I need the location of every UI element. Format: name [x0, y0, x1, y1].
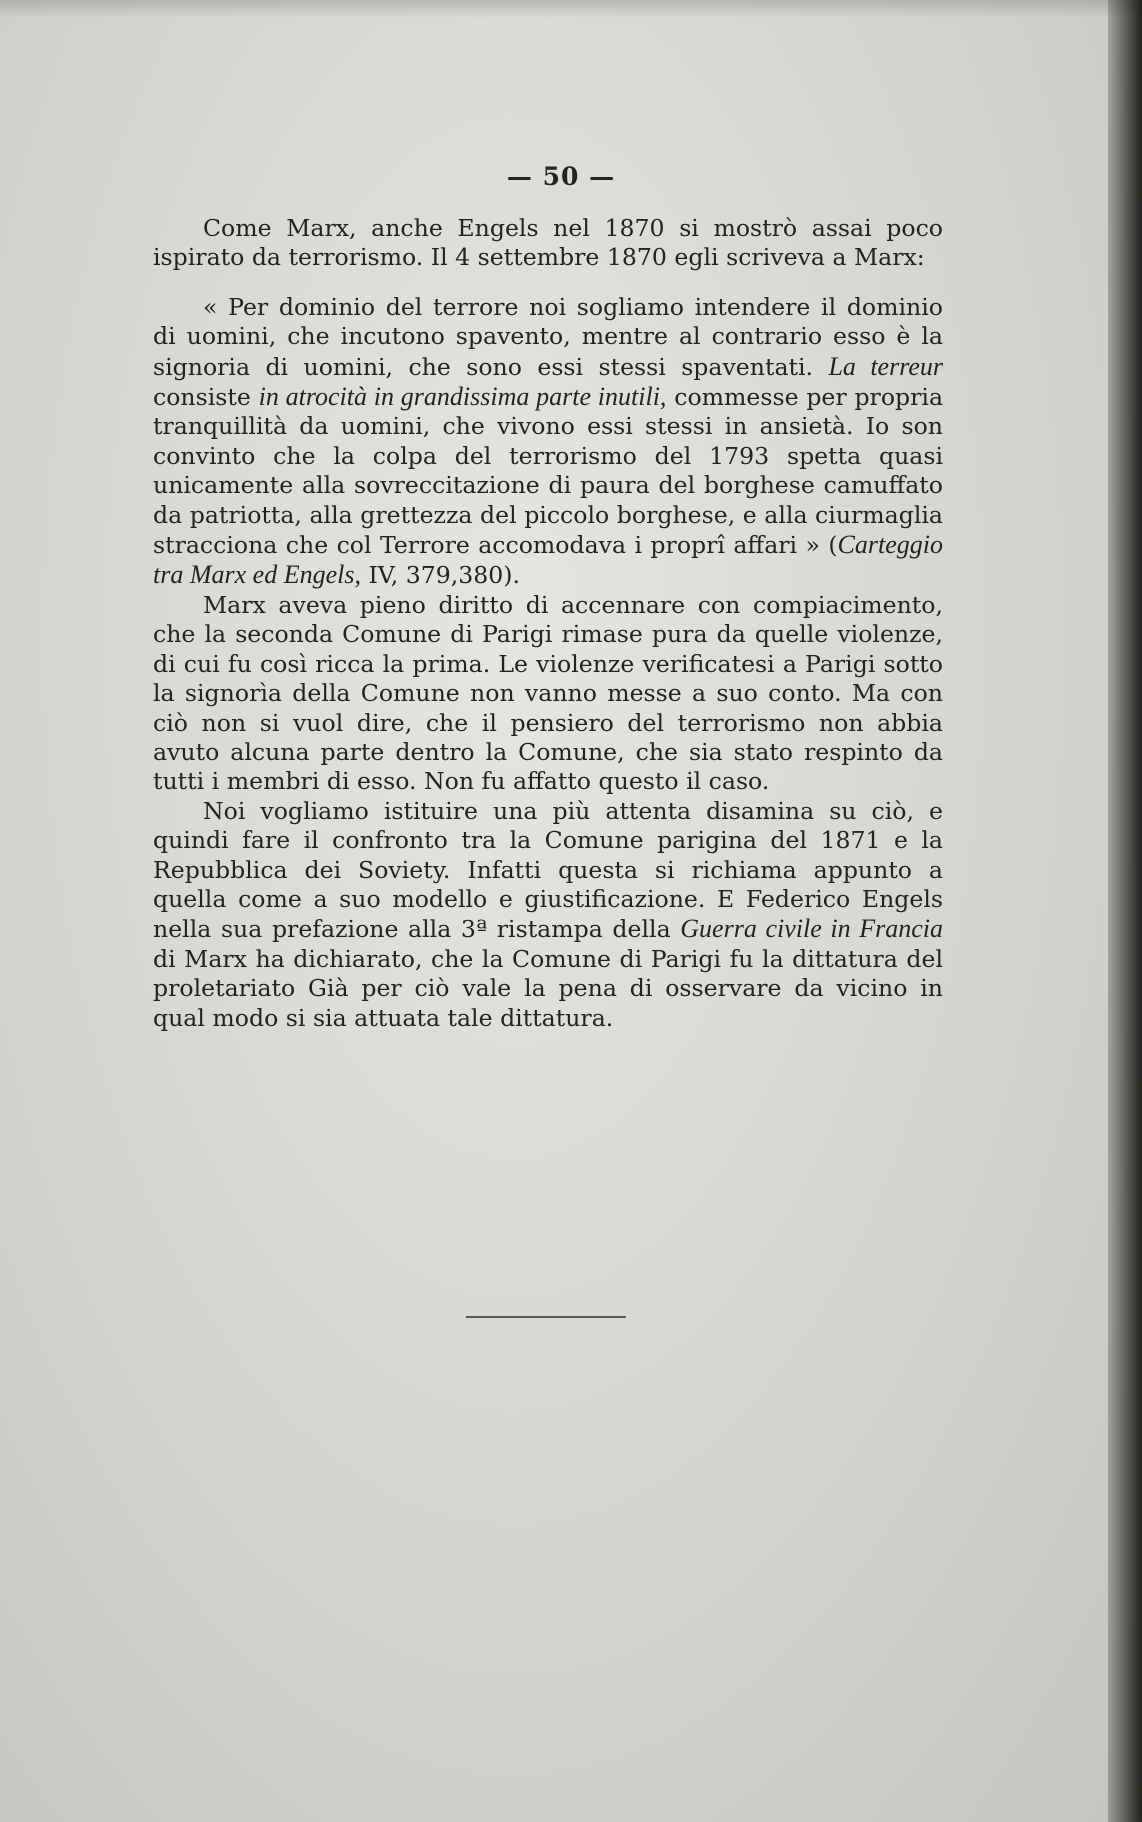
- quote-text-1: « Per dominio del terrore noi sogliamo intendere il dominio di uomini, che incutono spavento, mentre al contrario esso è la signoria di uomini, che sono essi stessi spaventati.: [153, 292, 943, 381]
- page-number: — 50 —: [506, 162, 616, 191]
- paragraph-4: [153, 797, 943, 1033]
- paragraph-3: Marx aveva pieno diritto di accennare con compiacimento, che la seconda Comune di Parigi rimase pura da quelle violenze, di cui fu così ricca la prima. Le violenze verificatesi a Parigi sotto la signorìa della Comune non vanno messe a suo conto. Ma con ciò non si vuol dire, che il pensiero del terrorismo non abbia avuto alcuna parte dentro la Comune, che sia stato respinto da tutti i membri di esso. Non fu affatto questo il caso.: [153, 590, 943, 796]
- book-spine-shadow: [1108, 0, 1142, 1822]
- quote-citation-title: Carteggio tra Marx ed Engels,: [153, 530, 943, 590]
- quote-text-2: consiste: [153, 383, 251, 412]
- body-text: [153, 214, 943, 1033]
- end-rule-divider: [466, 1316, 626, 1318]
- quote-italic-la-terreur: La terreur: [828, 351, 944, 381]
- paragraph-4-text-1: Noi vogliamo istituire una più attenta disamina su ciò, e quindi fare il confronto tra la Comune parigina del 1871 e la Repubblica dei Soviety. Infatti questa si richiama appunto a quella come a suo modello e giustificazione. E Federico Engels nella sua prefazione alla 3ª ristampa della: [153, 796, 943, 944]
- page-top-shadow: [0, 0, 1142, 18]
- paragraph-engels-quote: [153, 293, 943, 591]
- paragraph-4-italic-title: Guerra civile in Francia: [680, 914, 944, 944]
- paragraph-4-text-2: di Marx ha dichiarato, che la Comune di Parigi fu la dittatura del proletariato Già per ciò vale la pena di osservare da vicino in qual modo si sia attuata tale dittatura.: [153, 944, 943, 1032]
- quote-citation-pages: IV, 379,380).: [368, 561, 520, 590]
- paragraph-1: Come Marx, anche Engels nel 1870 si mostrò assai poco ispirato da terrorismo. Il 4 settembre 1870 egli scriveva a Marx:: [153, 214, 943, 272]
- quote-italic-atrocita: in atrocità in grandissima parte inutili,: [258, 382, 667, 412]
- quote-text-3: commesse per propria tranquillità da uomini, che vivono essi stessi in ansietà. Io son convinto che la colpa del terrorismo del 1793 spetta quasi unicamente alla sovreccitazione di paura del borghese camuffato da patriotta, alla grettezza del piccolo borghese, e alla ciurmaglia stracciona che col Terrore accomodava i proprî affari » (: [153, 383, 944, 560]
